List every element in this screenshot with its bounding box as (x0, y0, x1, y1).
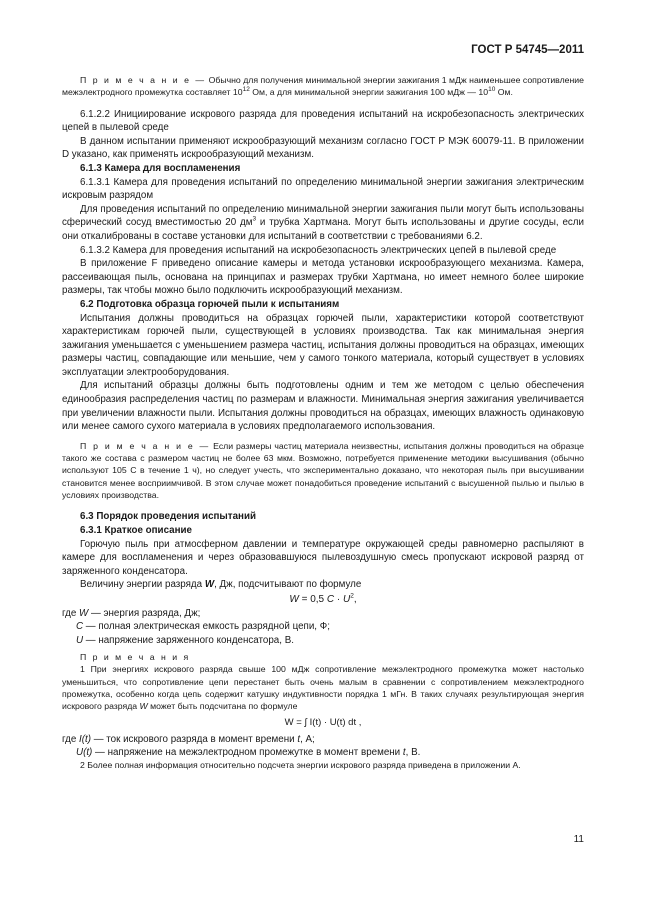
integral-formula: W = ∫ I(t) · U(t) dt , (284, 716, 362, 728)
clause-6-2-para-2: Для испытаний образцы должны быть подготовлены одним и тем же методом с целью обеспечения единообразия распределения частиц по размерам и влажности. Минимальная энергия зажигания увеличивается при увеличении влажности пыли. Испытания должны проводиться на образцах, имеющих влажность одинаковую или менее самого сухого материала в условиях предполагаемого использования. (62, 380, 584, 433)
heading-6-3-1: 6.3.1 Краткое описание (80, 524, 192, 536)
note-annex-a: 2 Более полная информация относительно подсчета энергии искрового разряда приведена в приложении А. (80, 760, 521, 771)
note-min-energy: П р и м е ч а н и е — Обычно для получения минимальной энергии зажигания 1 мДж наименьшее сопротивление межэлектродного промежутка составляет $10^{12}$ Ом, а для минимальной энергии зажигания 100 мДж — $10^{10}$ Ом. (62, 75, 584, 98)
clause-6-1-3-2: 6.1.3.2 Камера для проведения испытаний на искробезопасность электрических цепей в пылевой среде (80, 244, 557, 256)
energy-formula: W = 0,5 $C \cdot U^2$, (289, 592, 357, 605)
notes-title: П р и м е ч а н и я (80, 652, 191, 663)
page-number: 11 (573, 834, 584, 845)
heading-6-3: 6.3 Порядок проведения испытаний (80, 511, 257, 523)
clause-6-1-2-2: 6.1.2.2 Инициирование искрового разряда для проведения испытаний на искробезопасность электрических цепей в пылевой среде (62, 108, 584, 134)
clause-6-1-3-2-text: В приложение F приведено описание камеры и метода установки искрообразующего механизма. Камера, рассеивающая пыль, основана на принципах и размерах трубки Хартмана, но имеет немного более широкие размеры, так чтобы можно было подключить искрообразующий механизм. (62, 258, 584, 297)
formula-legend: где W — энергия разряда, Дж; C — полная электрическая емкость разрядной цепи, Ф; U — напряжение заряженного конденсатора, В. (62, 607, 330, 646)
clause-6-2-para-1: Испытания должны проводиться на образцах горючей пыли, характеристики которой соответствуют характеристикам горючей пыли, существующей в условиях производства. Так как минимальная энергия зажигания уменьшается с уменьшением размера частиц, испытания должны проводиться на образцах, имеющих размеры частиц, совпадающие или меньшие, чем у самого тонкого материала, который существует в условиях эксплуатации электрооборудования. (62, 312, 584, 378)
heading-6-1-3: 6.1.3 Камера для воспламенения (80, 162, 241, 174)
note-high-energy: 1 При энергиях искрового разряда свыше 100 мДж сопротивление межэлектродного промежутка может настолько уменьшиться, что сопротивление цепи перестанет быть очень малым в сравнении с сопротивлением межэлектродного промежутка, особенно когда цепь содержит катушку индуктивности порядка 1 мГн. В таких случаях результирующая энергия искрового разряда W может быть подсчитана по формуле (62, 664, 584, 712)
integral-legend: где I(t) — ток искрового разряда в момент времени t, А; U(t) — напряжение на межэлектродном промежутке в момент времени t, В. (62, 733, 421, 758)
clause-6-1-2-2-text: В данном испытании применяют искрообразующий механизм согласно ГОСТ Р МЭК 60079-11. В приложении D указано, как применять искрообразующий механизм. (62, 135, 584, 161)
heading-6-2: 6.2 Подготовка образца горючей пыли к испытаниям (80, 298, 340, 310)
clause-6-1-3-1-text: Для проведения испытаний по определению минимальной энергии зажигания пыли могут быть использованы сферический сосуд вместимостью 20 $дм^3$ и трубка Хартмана. Могут быть использованы и другие сосуды, если они откалиброваны в составе установки для испытаний в соответствии с требованиями 6.2. (62, 203, 584, 242)
clause-6-3-1-text: Горючую пыль при атмосферном давлении и температуре окружающей среды равномерно распыляют в камере для воспламенения и через образовавшуюся пылевоздушную смесь пропускают искровой разряд от заряженного конденсатора. (62, 538, 584, 577)
document-id-header: ГОСТ Р 54745—2011 (471, 44, 584, 56)
energy-formula-intro: Величину энергии разряда W, Дж, подсчитывают по формуле (80, 579, 362, 591)
note-particle-size: П р и м е ч а н и е — Если размеры частиц материала неизвестны, испытания должны проводиться на образце такого же состава с размером частиц не более 63 мкм. Возможно, потребуется применение методики высушивания (обычно используют 105 С в течение 1 ч), но следует учесть, что экспериментально доказано, что некоторая пыль при высушивании становится менее восприимчивой. В этом случае может понадобиться проведение испытаний с высушенной пылью и пылью в условиях производства. (62, 440, 584, 501)
clause-6-1-3-1: 6.1.3.1 Камера для проведения испытаний по определению минимальной энергии зажигания электрическим искровым разрядом (62, 176, 584, 202)
page-content (62, 74, 584, 772)
